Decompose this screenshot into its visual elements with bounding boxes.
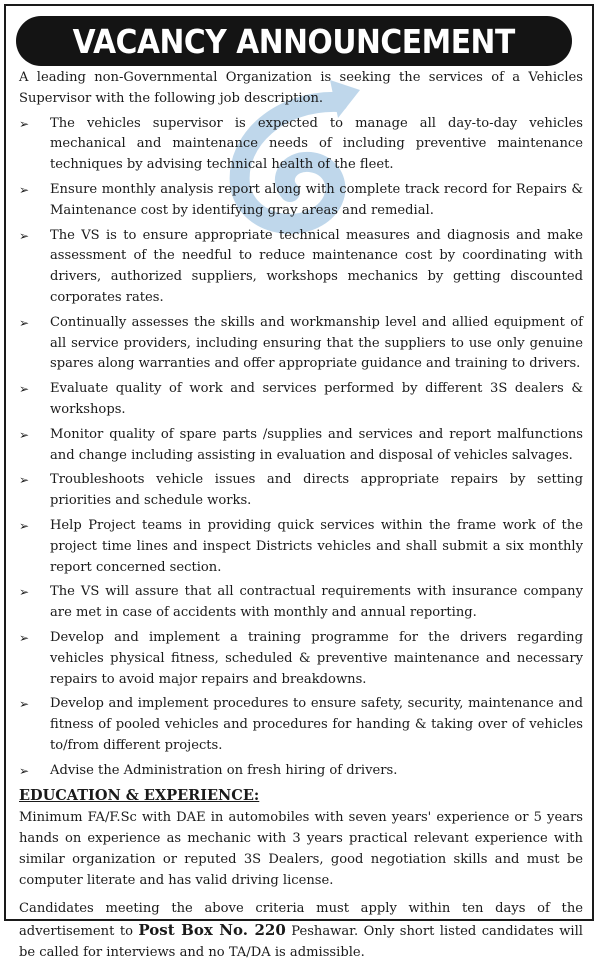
list-item-text: Evaluate quality of work and services performed by different 3S dealers & workshops. [50, 381, 583, 417]
bullet-arrow-icon: ➢ [19, 228, 30, 243]
closing-paragraph [19, 899, 583, 963]
list-item [19, 379, 583, 421]
post-box-number: Post Box No. 220 [138, 921, 286, 940]
list-item [19, 470, 583, 512]
intro-paragraph: A leading non-Governmental Organization is seeking the services of a Vehicles Supervisor with the following job description. [19, 70, 583, 106]
list-item [19, 628, 583, 690]
header-banner [16, 16, 572, 66]
bullet-arrow-icon: ➢ [19, 182, 30, 197]
list-item-text: Develop and implement procedures to ensure safety, security, maintenance and fitness of pooled vehicles and procedures for handing & taking over of vehicles to/from different projects. [50, 696, 583, 753]
bullet-arrow-icon: ➢ [19, 697, 30, 712]
bullet-arrow-icon: ➢ [19, 630, 30, 645]
education-heading: EDUCATION & EXPERIENCE: [19, 786, 260, 804]
bullet-arrow-icon: ➢ [19, 382, 30, 397]
list-item [19, 425, 583, 467]
list-item-text: The VS will assure that all contractual requirements with insurance company are met in case of accidents with monthly and annual reporting. [50, 584, 583, 621]
list-item [19, 313, 583, 375]
bullet-arrow-icon: ➢ [19, 518, 30, 533]
bullet-arrow-icon: ➢ [19, 315, 30, 330]
bullet-arrow-icon: ➢ [19, 116, 30, 131]
list-item-text: Troubleshoots vehicle issues and directs appropriate repairs by setting priorities and schedule works. [50, 472, 583, 509]
list-item [19, 516, 583, 578]
list-item [19, 694, 583, 756]
list-item-text: Ensure monthly analysis report along with complete track record for Repairs & Maintenance cost by identifying gray areas and remedial. [50, 181, 583, 218]
bullet-arrow-icon: ➢ [19, 585, 30, 600]
list-item [19, 226, 583, 309]
education-paragraph: Minimum FA/F.Sc with DAE in automobiles with seven years' experience or 5 years hands on experience as mechanic with 3 years practical relevant experience with similar organization or reputed 3S Dealers, good negotiation skills and must be computer literate and has valid driving license. [19, 810, 583, 888]
list-item-text: The vehicles supervisor is expected to manage all day-to-day vehicles mechanical and maintenance needs of including preventive maintenance techniques by advising technical health of the fleet. [50, 115, 583, 173]
list-item-text: Monitor quality of spare parts /supplies and services and report malfunctions and change including assisting in evaluation and disposal of vehicles salvages. [50, 426, 583, 463]
bullet-arrow-icon: ➢ [19, 763, 30, 778]
list-item-text: The VS is to ensure appropriate technical measures and diagnosis and make assessment of the needful to reduce maintenance cost by coordinating with drivers, authorized suppliers, workshops mechanics by getting discounted corporates rates. [50, 227, 583, 305]
announcement-body [19, 68, 583, 964]
list-item [19, 761, 583, 782]
page-title: VACANCY ANNOUNCEMENT [72, 21, 516, 61]
bullet-arrow-icon: ➢ [19, 473, 30, 488]
list-item-text: Continually assesses the skills and workmanship level and allied equipment of all service providers, including ensuring that the suppliers to use only genuine spares along warranties and offer appropriate guidance and training to drivers. [50, 314, 583, 372]
list-item [19, 114, 583, 176]
closing-text-before: Candidates meeting the above criteria must apply within ten days of the advertisement to [19, 901, 583, 940]
bullet-arrow-icon: ➢ [19, 427, 30, 442]
list-item [19, 582, 583, 624]
list-item-text: Advise the Administration on fresh hiring of drivers. [50, 762, 398, 778]
closing-text-after: Peshawar. Only short listed candidates will be called for interviews and no TA/DA is admissible. [19, 924, 583, 961]
job-description-list [19, 114, 583, 782]
list-item-text: Develop and implement a training programme for the drivers regarding vehicles physical fitness, scheduled & preventive maintenance and necessary repairs to avoid major repairs and breakdowns. [50, 629, 583, 687]
list-item-text: Help Project teams in providing quick services within the frame work of the project time lines and inspect Districts vehicles and shall submit a six monthly report concerned section. [50, 517, 583, 575]
list-item [19, 180, 583, 222]
